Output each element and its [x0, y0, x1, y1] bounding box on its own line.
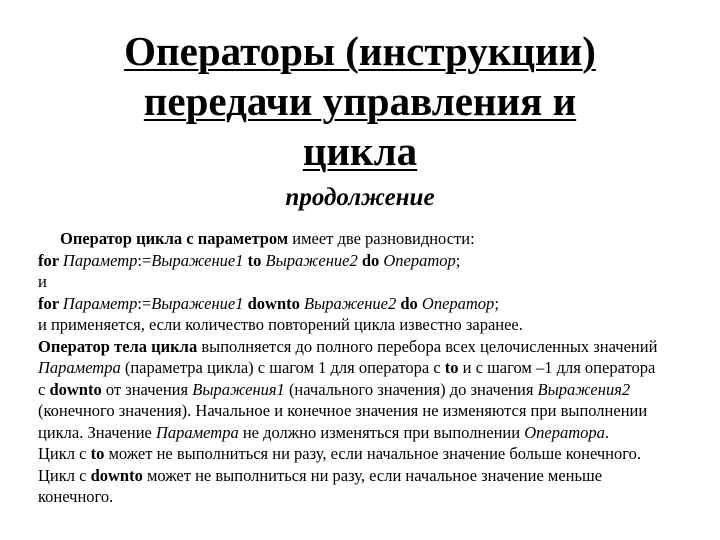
text-fragment: с	[38, 379, 50, 399]
italic-term: Оператора	[524, 422, 605, 442]
italic-term: Выражения1	[192, 379, 285, 399]
text-fragment: может не выполниться ни разу, если начальное значение больше конечного.	[104, 444, 641, 463]
text-fragment: ;	[455, 250, 461, 270]
italic-term: Параметра	[155, 422, 239, 442]
body-text	[38, 228, 688, 508]
body-line-5: и применяется, если количество повторений цикла известно заранее.	[38, 315, 523, 334]
term-loop-operator: Оператор цикла с параметром	[60, 229, 289, 248]
body-line-13: конечного.	[38, 487, 114, 506]
title-line-2: передачи управления и	[143, 78, 577, 124]
title-line-1: Операторы (инструкции)	[124, 28, 596, 74]
italic-term: Оператор	[421, 293, 495, 313]
body-line-12	[38, 465, 688, 487]
term-loop-body-operator: Оператор тела цикла	[38, 336, 198, 356]
keyword: do	[357, 250, 384, 270]
keyword: for	[38, 250, 63, 270]
page-title	[0, 26, 720, 176]
keyword: to	[444, 358, 459, 377]
keyword: downto	[243, 293, 304, 313]
italic-term: Выражение2	[265, 250, 358, 270]
text-fragment: от значения	[101, 379, 193, 399]
title-line-3: цикла	[302, 128, 418, 174]
keyword: for	[38, 293, 63, 313]
body-line-2	[38, 250, 688, 272]
keyword: to	[243, 250, 266, 270]
text-fragment: .	[604, 422, 610, 442]
text-fragment: может не выполниться ни разу, если начальное значение меньше	[142, 465, 603, 485]
body-line-9: (конечного значения). Начальное и конечное значения не изменяются при выполнении	[38, 401, 648, 420]
text-fragment: и с шагом –1 для оператора	[458, 358, 656, 377]
italic-term: Выражение2	[304, 293, 397, 313]
text-fragment: Цикл с	[38, 465, 91, 485]
body-line-11	[38, 443, 688, 465]
italic-term: Параметр	[62, 250, 138, 270]
text-fragment: выполняется до полного перебора всех целочисленных значений	[197, 336, 658, 356]
italic-term: Выражение1	[151, 250, 244, 270]
keyword: downto	[49, 379, 102, 399]
body-line-10	[38, 422, 688, 444]
text-fragment: имеет две разновидности:	[288, 229, 475, 248]
italic-term: Параметр	[62, 293, 138, 313]
text-fragment: ;	[494, 293, 499, 313]
text-fragment: цикла. Значение	[38, 422, 156, 442]
text-fragment: :=	[137, 250, 152, 270]
keyword: to	[90, 444, 105, 463]
body-line-8	[38, 379, 688, 401]
italic-term: Выражения2	[537, 379, 631, 399]
body-line-6	[38, 336, 688, 358]
body-line-4	[38, 293, 688, 315]
subtitle: продолжение	[285, 184, 435, 211]
body-line-1	[38, 228, 688, 250]
text-fragment: :=	[137, 293, 152, 313]
body-line-7	[38, 357, 688, 379]
keyword: downto	[90, 465, 143, 485]
body-line-3: и	[38, 272, 47, 291]
keyword: do	[396, 293, 422, 313]
text-fragment: (начального значения) до значения	[284, 379, 538, 399]
text-fragment: Цикл с	[38, 444, 91, 463]
text-fragment: не должно изменяться при выполнении	[238, 422, 525, 442]
italic-term: Параметра	[38, 358, 121, 377]
italic-term: Выражение1	[151, 293, 244, 313]
italic-term: Оператор	[383, 250, 456, 270]
text-fragment: (параметра цикла) с шагом 1 для оператора с	[120, 358, 445, 377]
